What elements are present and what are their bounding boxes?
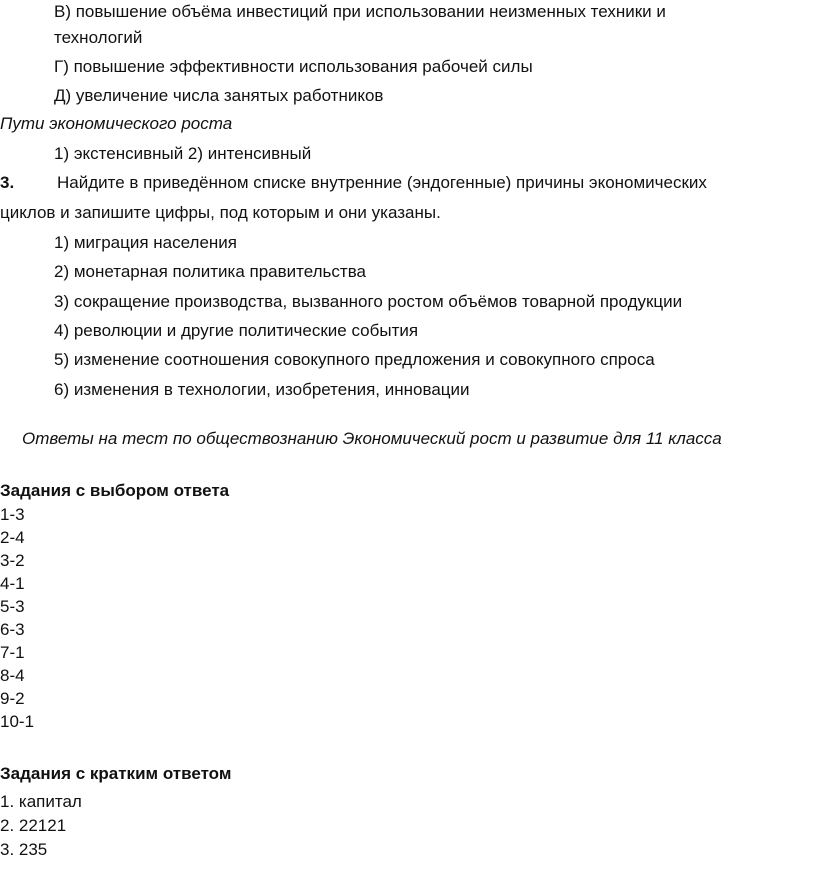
short-answer: 3. 235 [0, 840, 48, 859]
choice-section-heading: Задания с выбором ответа [0, 481, 230, 500]
option-d: Д) увеличение числа занятых работников [54, 86, 384, 105]
choice-answer: 8-4 [0, 666, 25, 685]
choice-answer: 7-1 [0, 643, 25, 662]
question-3-item: 4) революции и другие политические события [54, 321, 419, 340]
choice-answer: 3-2 [0, 551, 25, 570]
option-g: Г) повышение эффективности использования рабочей силы [54, 57, 533, 76]
growth-paths-value: 1) экстенсивный 2) интенсивный [54, 144, 312, 163]
question-3-item: 3) сокращение производства, вызванного ростом объёмов товарной продукции [54, 292, 683, 311]
question-3-text-line1: Найдите в приведённом списке внутренние (эндогенные) причины экономических [57, 173, 707, 192]
question-3-item: 5) изменение соотношения совокупного предложения и совокупного спроса [54, 350, 655, 369]
choice-answer: 9-2 [0, 689, 25, 708]
short-answer: 2. 22121 [0, 816, 67, 835]
answers-title: Ответы на тест по обществознанию Экономический рост и развитие для 11 класса [22, 429, 722, 448]
question-3-text-line2: циклов и запишите цифры, под которым и они указаны. [0, 203, 441, 222]
choice-answer: 5-3 [0, 597, 25, 616]
short-answer: 1. капитал [0, 792, 82, 811]
question-3-item: 1) миграция населения [54, 233, 237, 252]
choice-answer: 2-4 [0, 528, 25, 547]
short-section-heading: Задания с кратким ответом [0, 764, 232, 783]
choice-answer: 4-1 [0, 574, 25, 593]
question-3-item: 2) монетарная политика правительства [54, 262, 366, 281]
choice-answer: 6-3 [0, 620, 25, 639]
choice-answer: 1-3 [0, 505, 25, 524]
question-3-item: 6) изменения в технологии, изобретения, инновации [54, 380, 470, 399]
choice-answer: 10-1 [0, 712, 35, 731]
option-v-line1: В) повышение объёма инвестиций при использовании неизменных техники и [54, 2, 666, 21]
option-v-line2: технологий [54, 28, 143, 47]
question-3-number: 3. [0, 173, 15, 192]
growth-paths-label: Пути экономического роста [0, 114, 233, 133]
